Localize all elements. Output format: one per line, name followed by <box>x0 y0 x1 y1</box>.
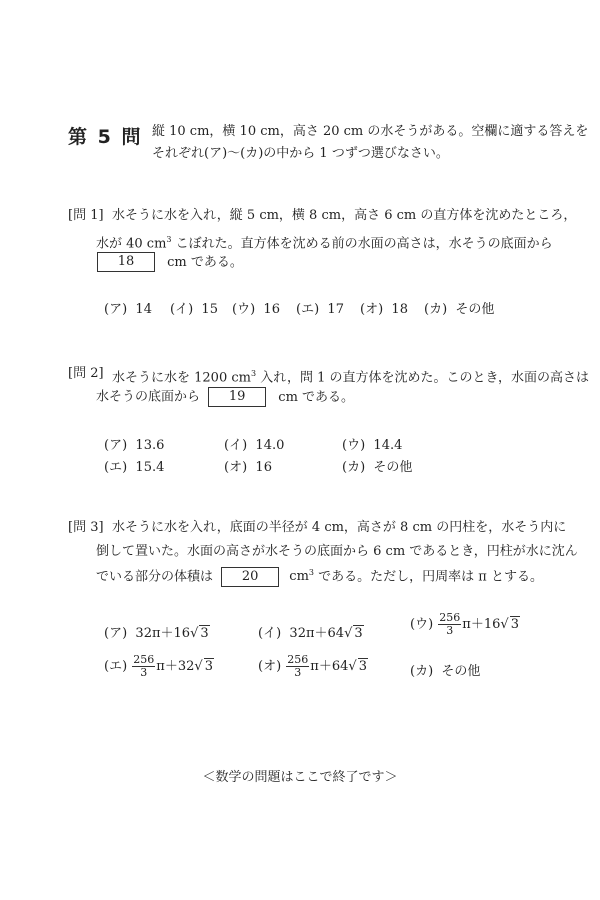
fraction: $\frac{256}{3}$ <box>287 653 309 679</box>
q3-option-c[interactable]: (ウ) $\frac{256}{3}$ π＋16√ 3 <box>410 611 519 637</box>
q1-label: [問 1] <box>68 208 104 223</box>
fraction: $\frac{256}{3}$ <box>133 653 155 679</box>
q2-option-e[interactable]: (オ) 16 <box>224 460 272 475</box>
q1-option-f[interactable]: (カ) その他 <box>424 302 495 317</box>
q3-answer-box[interactable]: 20 <box>221 567 279 587</box>
q3-option-d[interactable]: (エ) $\frac{256}{3}$ π＋32√ 3 <box>104 653 213 679</box>
q2-option-b[interactable]: (イ) 14.0 <box>224 438 285 453</box>
section-title: 第 5 問 <box>68 126 143 148</box>
q1-option-b[interactable]: (イ) 15 <box>170 302 218 317</box>
intro-line-1: 縦 10 cm，横 10 cm，高さ 20 cm の水そうがある。空欄に適する答えを <box>152 124 589 139</box>
q2-line-1: 水そうに水を 1200 $cm^3$ 入れ，問 1 の直方体を沈めた。このとき，水面の高さは <box>112 369 589 386</box>
q3-line-2: 倒して置いた。水面の高さが水そうの底面から 6 cm であるとき，円柱が水に沈ん <box>96 544 578 559</box>
q1-option-e[interactable]: (オ) 18 <box>360 302 408 317</box>
q1-answer-box[interactable]: 18 <box>97 252 155 272</box>
q1-option-c[interactable]: (ウ) 16 <box>232 302 280 317</box>
q3-option-b[interactable]: (イ) 32π＋64√ 3 <box>258 626 363 641</box>
q3-line-3: でいる部分の体積は 20 $cm^3$ である。ただし，円周率は π とする。 <box>96 565 543 587</box>
q2-option-d[interactable]: (エ) 15.4 <box>104 460 165 475</box>
q1-line-3: 18 cm である。 <box>97 252 243 272</box>
footer-note: ＜数学の問題はここで終了です＞ <box>202 770 398 785</box>
q3-line-1: 水そうに水を入れ，底面の半径が 4 cm，高さが 8 cm の円柱を，水そう内に <box>112 520 567 535</box>
q1-line-1: 水そうに水を入れ，縦 5 cm，横 8 cm，高さ 6 cm の直方体を沈めたところ， <box>112 208 577 223</box>
q3-option-e[interactable]: (オ) $\frac{256}{3}$ π＋64√ 3 <box>258 653 367 679</box>
q2-line-2: 水そうの底面から 19 cm である。 <box>96 387 354 407</box>
q2-option-c[interactable]: (ウ) 14.4 <box>342 438 403 453</box>
q1-option-a[interactable]: (ア) 14 <box>104 302 152 317</box>
q1-line-2: 水が 40 $cm^3$ こぼれた。直方体を沈める前の水面の高さは，水そうの底面から <box>96 235 553 252</box>
q3-label: [問 3] <box>68 520 104 535</box>
q2-option-f[interactable]: (カ) その他 <box>342 460 413 475</box>
q2-option-a[interactable]: (ア) 13.6 <box>104 438 165 453</box>
q3-option-f[interactable]: (カ) その他 <box>410 664 481 679</box>
intro-line-2: それぞれ(ア)〜(カ)の中から 1 つずつ選びなさい。 <box>152 146 449 161</box>
q3-option-a[interactable]: (ア) 32π＋16√ 3 <box>104 626 209 641</box>
q2-label: [問 2] <box>68 366 104 381</box>
fraction: $\frac{256}{3}$ <box>439 611 461 637</box>
q2-answer-box[interactable]: 19 <box>208 387 266 407</box>
q1-option-d[interactable]: (エ) 17 <box>296 302 344 317</box>
